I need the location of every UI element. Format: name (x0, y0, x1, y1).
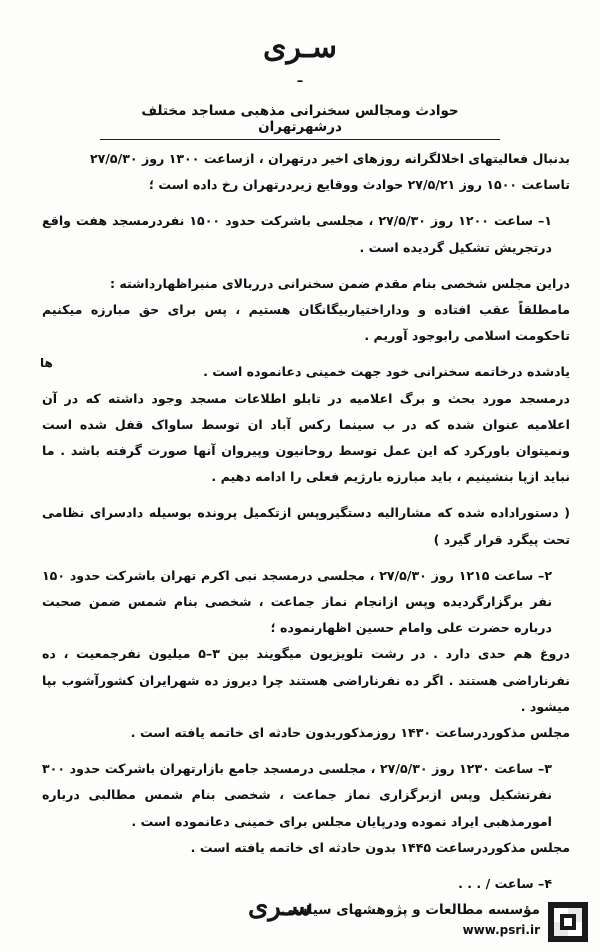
document-title: حوادث ومجالس سخنرانی مذهبی مساجد مختلف درشهرتهران (100, 103, 500, 140)
paragraph-item-3: ۳– ساعت ۱۲۳۰ روز ۲۷/۵/۳۰ ، مجلسی درمسجد جامع بازارتهران باشرکت حدود ۳۰۰ نفرتشکیل وپس ازبرگزاری نماز جماعت ، شخصی بنام شمس مطالبی درباره امورمذهبی ایراد نموده ودرپایان مجلس برای خمینی دعانموده است . (42, 761, 552, 829)
paragraph-item-4: ۴– ساعت / . . . (458, 876, 552, 892)
paragraph-quote-1: مامطلقاً عقب افتاده و وداراختیاربیگانگان هستیم ، پس برای حق مبارزه میکنیم تاحکومت اسلامی رابوجود آوریم . (42, 302, 570, 344)
institute-name: مؤسسه مطالعات و پژوهشهای سیاسی (280, 902, 540, 918)
paragraph-quote-2: دروغ هم حدی دارد . در رشت تلویزیون میگویند بین ۳–۵ میلیون نفرجمعیت ، ده نفرناراضی هستند . اگر ده نفرناراضی هستند چرا دیروز ده شهرایران کشورآشوب بپا میشود . (42, 646, 570, 714)
paragraph-item-2: ۲– ساعت ۱۲۱۵ روز ۲۷/۵/۳۰ ، مجلسی درمسجد نبی اکرم تهران باشرکت حدود ۱۵۰ نفر برگزارگردیده وپس ازانجام نماز جماعت ، شخصی بنام شمس ضمن صحبت درباره حضرت علی وامام حسین اظهارنموده ؛ (42, 567, 552, 636)
paragraph-end-2: مجلس مذکوردرساعت ۱۴۳۰ روزمذکوربدون حادثه ای خاتمه یافته است . (130, 725, 570, 741)
paragraph-leaflet: درمسجد مورد بحث و برگ اعلامیه در تابلو اطلاعات مسجد وجود داشته که در آن اعلامیه عنوان شده که در ب سینما رکس آباد ان توسط ساواک قفل شده است ونمیتوان باورکرد که این عمل توسط روحانیون وپیروان آنها صورت گرفته باشد . ما نباید ازپا بنشینیم ، باید مبارزه بارژیم فعلی را ادامه دهیم . (42, 390, 570, 485)
header-dash: – (296, 74, 304, 89)
paragraph-intro-2: تاساعت ۱۵۰۰ روز ۲۷/۵/۲۱ حوادث ووقایع زیردرتهران رخ داده است ؛ (149, 177, 570, 193)
paragraph-end-3: مجلس مذکوردرساعت ۱۴۴۵ بدون حادثه ای خاتمه یافته است . (190, 839, 570, 855)
margin-note: ها (40, 356, 53, 370)
paragraph-intro-1: بدنبال فعالیتهای اخلالگرانه روزهای اخیر درتهران ، ازساعت ۱۳۰۰ روز ۲۷/۵/۳۰ (89, 151, 570, 166)
paragraph-note-1: یادشده درخاتمه سخنرانی خود جهت خمینی دعانموده است . (203, 364, 570, 380)
institute-url[interactable]: www.psri.ir (462, 923, 540, 937)
paragraph-order: ( دستوراداده شده که مشاراليه دستگیروپس ازتکمیل پرونده بوسیله دادسرای نظامی تحت پیگرد قرار گیرد ) (42, 505, 570, 547)
footer-watermark (272, 900, 592, 944)
classification-footer: سـرى (247, 892, 313, 922)
document-body (42, 146, 570, 897)
paragraph-item-1: ۱– ساعت ۱۲۰۰ روز ۲۷/۵/۳۰ ، مجلسی باشرکت حدود ۱۵۰۰ نفردرمسجد هفت واقع درتجریش تشکیل گردیده است . (42, 213, 552, 255)
classification-header: سـرى (263, 30, 337, 65)
institute-logo-icon (548, 902, 588, 942)
paragraph-speaker-1: دراین مجلس شخصی بنام مقدم ضمن سخنرانی درربالای منبراظهارداشته : (109, 275, 570, 291)
